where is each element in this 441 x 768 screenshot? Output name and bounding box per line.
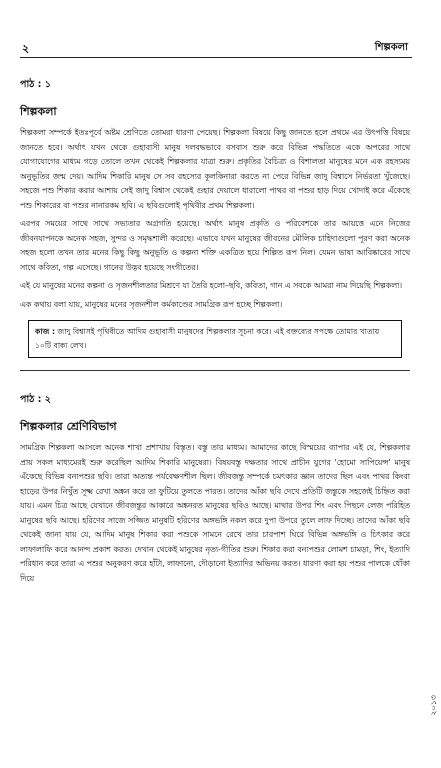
page-number: ২: [22, 42, 30, 55]
task-box: [28, 320, 402, 358]
task-label: কাজ :: [35, 327, 55, 336]
page-body: [20, 64, 410, 590]
lesson-1-title: শিল্পকলা: [20, 105, 57, 118]
lesson-2-title: শিল্পকলার শ্রেণিবিভাগ: [20, 420, 117, 433]
lesson-1-paragraph-2: এরপর সময়ের সাথে সাথে সভ্যতার অগ্রগতি হয়েছে। অর্থাৎ মানুষ প্রকৃতি ও পরিবেশকে তার আয়ত্তে এনে নিজের জীবনযাপনকে অনেক সহজ, সুন্দর ও সমৃদ্ধশালী করেছে। এভাবে যখন মানুষের জীবনের মৌলিক চাহিদাগুলো পূরণ করা অনেক সহজ হলো তখন তার মনের কিছু কিছু অনুভূতি ও কল্পনা শক্তি একত্রিত হয়ে শিল্পিত রূপ নিল। যেমন ভাষা আবিষ্কারের সাথে সাথে কবিতা, গল্প এসেছে। গানের উদ্ভব হয়েছে সংগীতের।: [20, 219, 410, 272]
lesson-1-paragraph-4: এক কথায় বলা যায়, মানুষের মনের সৃজনশীল কর্মকাণ্ডের সামগ্রিক রূপ হচ্ছে শিল্পকলা।: [20, 299, 283, 309]
lesson-2-paragraph-1: সামগ্রিক শিল্পকলা আসলে অনেক শাখা প্রশাখায় বিস্তৃত। বস্তু তার মাধ্যম। আমাদের কাছে বিস্ময়ের ব্যাপার এই যে, শিল্পকলার প্রায় সকল মাধ্যমেরই শুরু করেছিল আদিম শিকারি মানুষেরা। বিষয়বস্তু দক্ষতার সাথে প্রাচীন যুগের 'হোমো সাপিয়েন্স' মানুষ এঁকেছে বিভিন্ন বন্যপশুর ছবি। তারা অত্যন্ত পর্যবেক্ষণশীল ছিল। জীবজন্তু সম্পর্কে চমৎকার জ্ঞান তাদের ছিল এবং পাথর কিংবা হাড়ের উপর নিখুঁত সূক্ষ্ম রেখা অঙ্কন করে তা ফুটিয়ে তুলতে পারত। তাদের আঁকা ছবি দেখে প্রতিটি জন্তুকে সহজেই চিহ্নিত করা যায়। এমন চিত্র আছে যেখানে জীবজন্তুর আকারে অঙ্কনরত মানুষের ছবিও আছে। মাথার উপর শিং এবং পিছনে লেজ পরিহিত মানুষের ছবি আছে। হরিণের সাজে সজ্জিত মানুষটি হরিণের অঙ্গভঙ্গি নকল করে দুপা উপরে তুলে লাফ দিচ্ছে। তাদের আঁকা ছবি থেকেই জানা যায় যে, আদিম মানুষ শিকার করা পশুকে সামনে রেখে তার চারপাশ ঘিরে বিভিন্ন অঙ্গভঙ্গি ও চিৎকার করে লাফালাফি করে আনন্দ প্রকাশ করত। দেখান থেকেই মানুষের নৃত্য-গীতির শুরু। শিকার করা বন্যপশুর লোমশ চামড়া, শিং, ইত্যাদি পরিধান করে তারা এ পশুর অনুকরণ করে হাঁটা, লাফানো, দৌড়ানো ইত্যাদির অভিনয় করত। ধারণা করা হয় পশুর পালকে ধোঁকা দিয়ে: [20, 443, 410, 583]
task-text: জাদু বিশ্বাসই পৃথিবীতে আদিম গুহাবাসী মানুষদের শিল্পকলার সূচনা করে। এই বক্তব্যের সপক্ষে তোমার খাতায় ১০টি বাক্য লেখ।: [35, 327, 380, 350]
running-head: শিল্পকলা: [374, 42, 408, 53]
lesson-1-paragraph-1: শিল্পকলা সম্পর্কে ইতঃপূর্বে অষ্টম শ্রেণিতে তোমরা ধারণা পেয়েছ। শিল্পকলা বিষয়ে কিছু জানতে হলে প্রথমে এর উৎপত্তি বিষয়ে জানতে হবে। অর্থাৎ যখন থেকে গুহাবাসী মানুষ দলবদ্ধভাবে বসবাস শুরু করে বিভিন্ন পদ্ধতিতে একে অপরের সাথে যোগাযোগের মাধ্যম গড়ে তোলে তখন থেকেই শিল্পকলার যাত্রা শুরু। প্রকৃতির বৈচিত্র্য ও বিশালতা মানুষের মনে এক রহস্যময় অনুভূতির জন্ম দেয়। আদিম শিকারি মানুষ সে সব রহস্যের কূলকিনারা করতে না পেরে বিভিন্ন জাদু বিশ্বাসে নির্ভরতা খুঁজেছে। সহজে পশু শিকার করার আশায় সেই জাদু বিশ্বাস থেকেই গুহার দেয়ালে ধারালো পাথর বা পশুর হাড় দিয়ে খোদাই করে এঁকেছে পশু শিকারের বা পশুর নানারকম ছবি। এ ছবিগুলোই পৃথিবীর প্রথম শিল্পকলা।: [20, 128, 410, 210]
lesson-2-label: পাঠ : ২: [20, 394, 51, 405]
section-divider: [20, 370, 410, 371]
lesson-1-paragraph-3: এই যে মানুষের মনের কল্পনা ও সৃজনশীলতার মিশ্রণে যা তৈরি হলো–ছবি, কবিতা, গান এ সবকে আমরা নাম দিয়েছি শিল্পকলা।: [20, 281, 403, 290]
lesson-1-label: পাঠ : ১: [20, 79, 51, 90]
margin-note: ২০১৩: [429, 695, 438, 716]
header-rule: [20, 57, 412, 58]
